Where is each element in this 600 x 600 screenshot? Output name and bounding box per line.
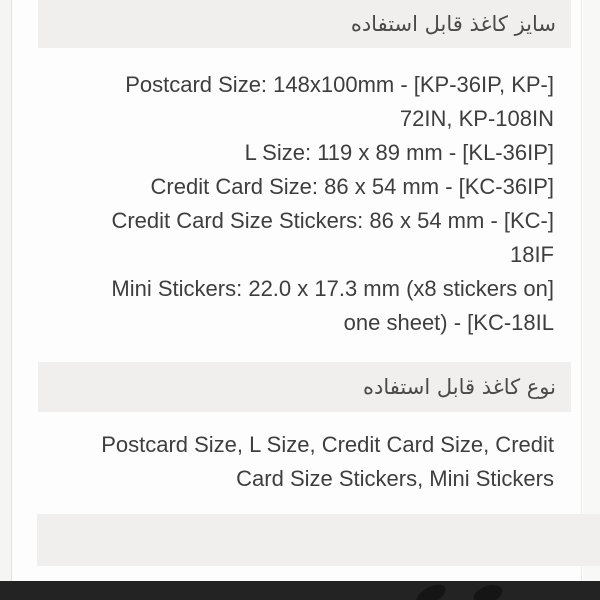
paper-size-spec-text [42,68,554,340]
section-header-empty [37,514,600,566]
spec-line: Postcard Size, L Size, Credit Card Size, Credit [101,432,554,457]
spec-line: one sheet) - [KC-18IL [343,310,554,335]
section-header-paper-type-label: نوع کاغذ قابل استفاده [363,375,556,399]
spec-line: Credit Card Size: 86 x 54 mm - [KC-36IP] [150,174,554,199]
spec-line: L Size: 119 x 89 mm - [KL-36IP] [244,140,554,165]
spec-line: 72IN, KP-108IN [399,106,554,131]
bottom-nav-bar [0,581,600,600]
spec-line: 18IF [509,242,554,267]
specs-card [11,0,582,581]
page-left-gutter [0,0,11,581]
spec-line: Card Size Stickers, Mini Stickers [236,466,554,491]
page-right-gutter [583,0,600,581]
screen-smudge [413,581,449,600]
section-header-paper-type [38,362,571,412]
spec-line: Postcard Size: 148x100mm - [KP-36IP, KP-] [125,72,554,97]
section-header-paper-size [38,0,571,48]
screen-smudge [471,581,505,600]
paper-type-spec-text [42,428,554,496]
spec-line: Credit Card Size Stickers: 86 x 54 mm - [KC-] [111,208,554,233]
spec-line: Mini Stickers: 22.0 x 17.3 mm (x8 stickers on] [111,276,554,301]
section-header-paper-size-label: سایز کاغذ قابل استفاده [350,12,556,36]
